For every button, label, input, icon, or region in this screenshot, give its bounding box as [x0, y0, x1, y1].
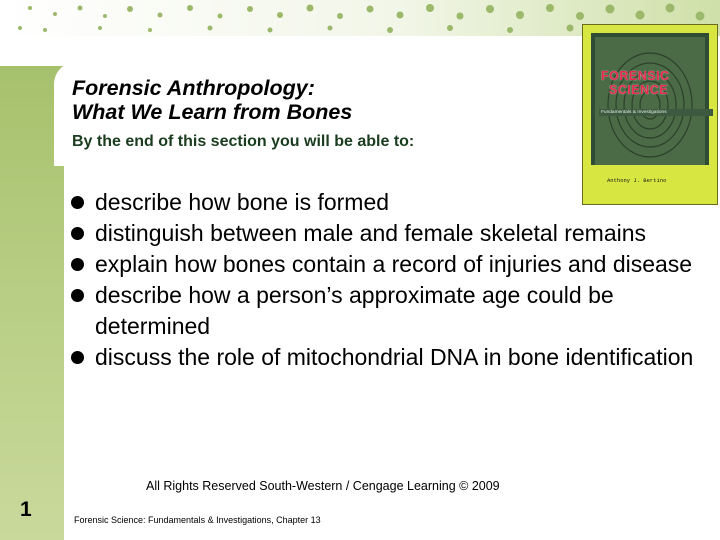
footer-text: Forensic Science: Fundamentals & Investigations, Chapter 13 [74, 515, 321, 525]
bullet-icon [71, 351, 84, 364]
list-item [70, 342, 710, 373]
cover-subtitle: Fundamentals & Investigations [599, 109, 713, 116]
bullet-icon [71, 196, 84, 209]
title-line-1: Forensic Anthropology: [72, 76, 315, 100]
list-item [70, 218, 710, 249]
cover-title-line-1: FORENSIC [601, 69, 670, 83]
list-item-text: discuss the role of mitochondrial DNA in bone identification [95, 344, 694, 370]
copyright-notice: All Rights Reserved South-Western / Cengage Learning © 2009 [146, 479, 500, 493]
list-item [70, 187, 710, 218]
objectives-list [70, 187, 710, 373]
bullet-icon [71, 258, 84, 271]
bullet-icon [71, 227, 84, 240]
list-item [70, 249, 710, 280]
cover-author: Anthony J. Bertino [607, 177, 667, 184]
list-item-text: explain how bones contain a record of injuries and disease [95, 251, 693, 277]
list-item-text: distinguish between male and female skeletal remains [95, 220, 647, 246]
bullet-icon [71, 289, 84, 302]
slide-title [72, 76, 352, 124]
list-item-text: describe how bone is formed [95, 189, 390, 215]
slide-number: 1 [20, 498, 32, 521]
slide-subtitle: By the end of this section you will be able to: [72, 133, 415, 150]
list-item-text: describe how a person’s approximate age could be determined [95, 282, 614, 339]
title-line-2: What We Learn from Bones [72, 100, 353, 124]
book-cover-image [582, 24, 718, 205]
cover-title-line-2: SCIENCE [609, 83, 669, 97]
list-item [70, 280, 710, 342]
